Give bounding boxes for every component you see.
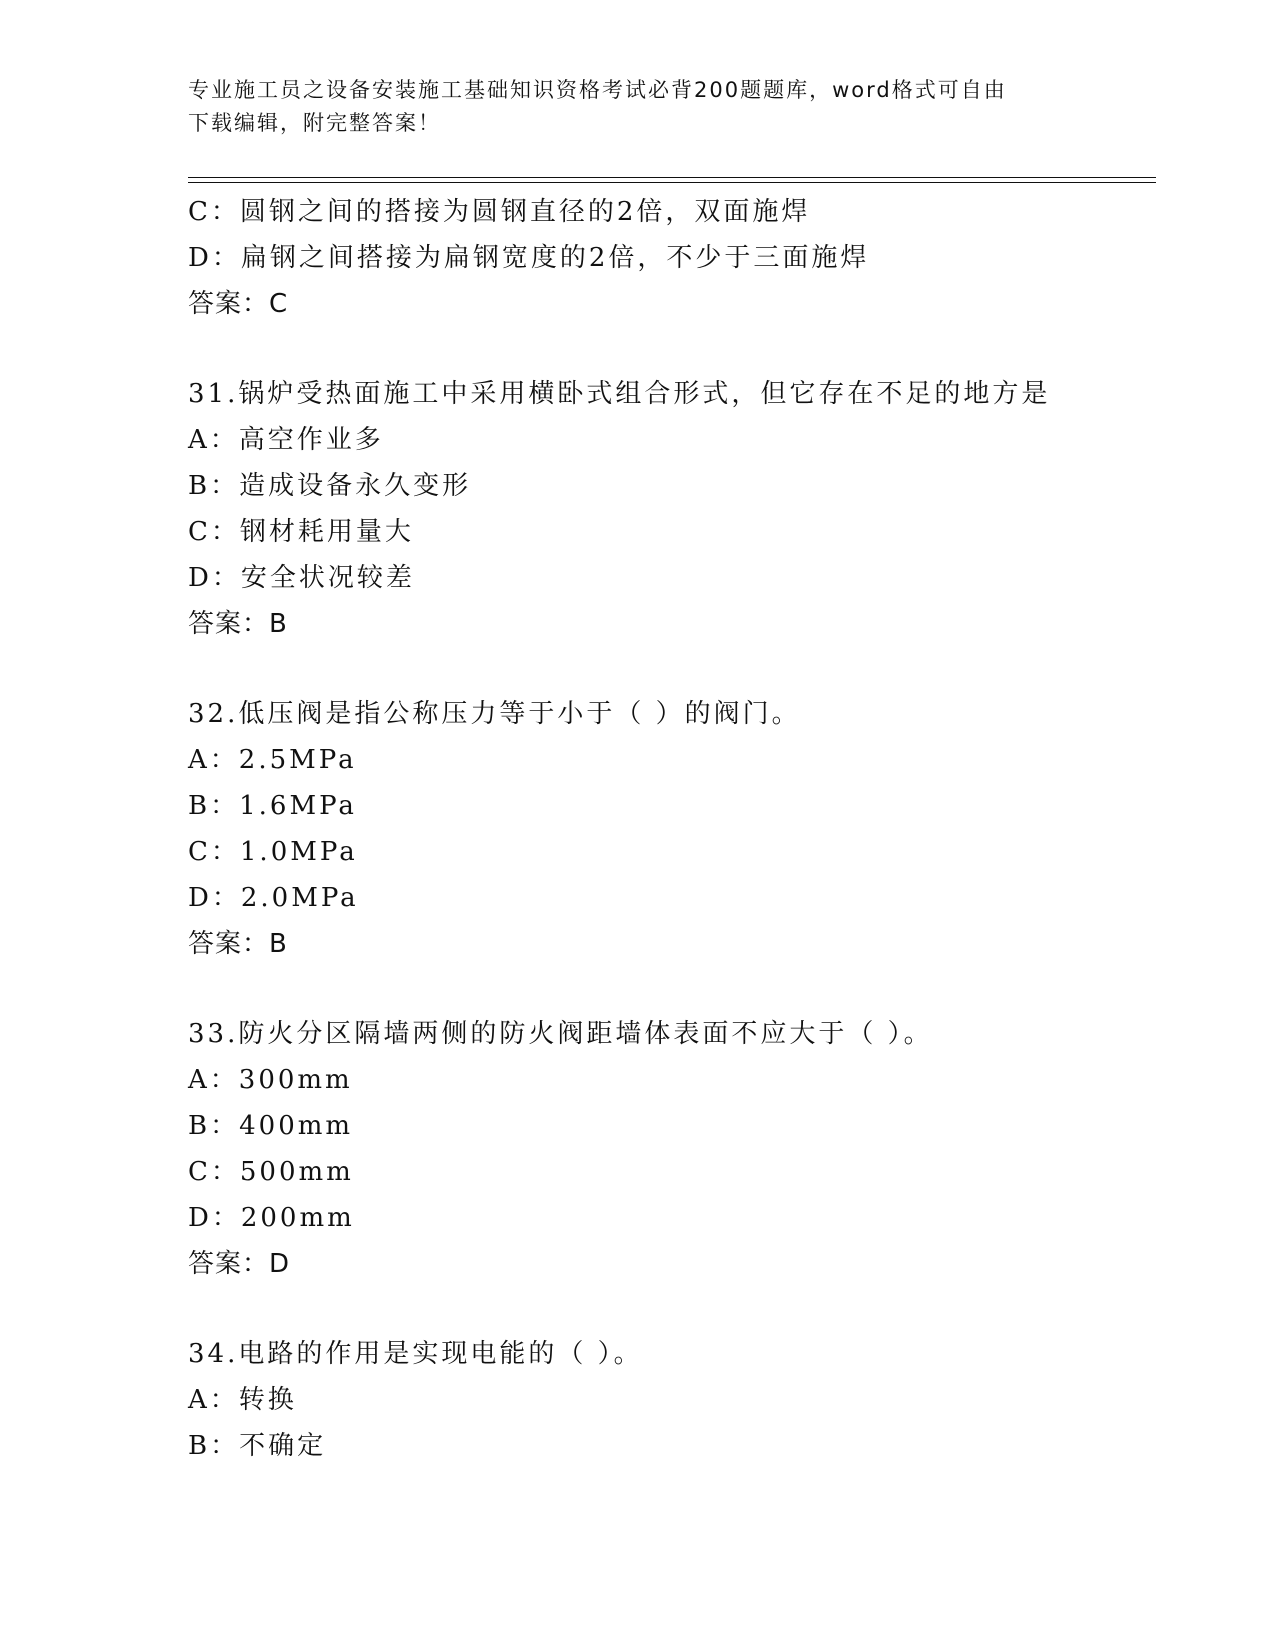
- question-30-continued: [188, 189, 1156, 327]
- spacer: [188, 647, 1156, 691]
- document-header: [188, 74, 1068, 140]
- option-a: A：高空作业多: [188, 425, 384, 455]
- header-divider-bottom: [188, 182, 1156, 183]
- option-d: D：200mm: [188, 1203, 355, 1233]
- question-31: [188, 371, 1156, 647]
- option-b: B：造成设备永久变形: [188, 471, 472, 501]
- question-title: 34.电路的作用是实现电能的（ ）。: [188, 1339, 643, 1369]
- question-title: 31.锅炉受热面施工中采用横卧式组合形式，但它存在不足的地方是: [188, 379, 1051, 409]
- option-b: B：400mm: [188, 1111, 354, 1141]
- option-a: A：2.5MPa: [188, 745, 357, 775]
- question-34: [188, 1331, 1156, 1469]
- header-divider-top: [188, 177, 1156, 178]
- answer-line: 答案：B: [188, 609, 288, 639]
- answer-line: 答案：B: [188, 929, 288, 959]
- option-c: C：500mm: [188, 1157, 354, 1187]
- spacer: [188, 967, 1156, 1011]
- spacer: [188, 1287, 1156, 1331]
- header-line-1: 专业施工员之设备安装施工基础知识资格考试必背200题题库，word格式可自由: [188, 78, 1007, 102]
- header-line-2: 下载编辑，附完整答案！: [188, 111, 441, 135]
- question-32: [188, 691, 1156, 967]
- option-a: A：转换: [188, 1385, 297, 1415]
- question-title: 33.防火分区隔墙两侧的防火阀距墙体表面不应大于（ ）。: [188, 1019, 933, 1049]
- option-c: C：钢材耗用量大: [188, 517, 414, 547]
- option-d: D：安全状况较差: [188, 563, 415, 593]
- answer-line: 答案：C: [188, 289, 289, 319]
- question-33: [188, 1011, 1156, 1287]
- question-title: 32.低压阀是指公称压力等于小于（ ）的阀门。: [188, 699, 801, 729]
- option-c: C：圆钢之间的搭接为圆钢直径的2倍，双面施焊: [188, 197, 811, 227]
- option-a: A：300mm: [188, 1065, 353, 1095]
- spacer: [188, 327, 1156, 371]
- option-d: D：扁钢之间搭接为扁钢宽度的2倍，不少于三面施焊: [188, 243, 870, 273]
- option-c: C：1.0MPa: [188, 837, 358, 867]
- question-list: [188, 189, 1156, 1469]
- answer-line: 答案：D: [188, 1249, 291, 1279]
- option-b: B：不确定: [188, 1431, 327, 1461]
- option-b: B：1.6MPa: [188, 791, 357, 821]
- option-d: D：2.0MPa: [188, 883, 359, 913]
